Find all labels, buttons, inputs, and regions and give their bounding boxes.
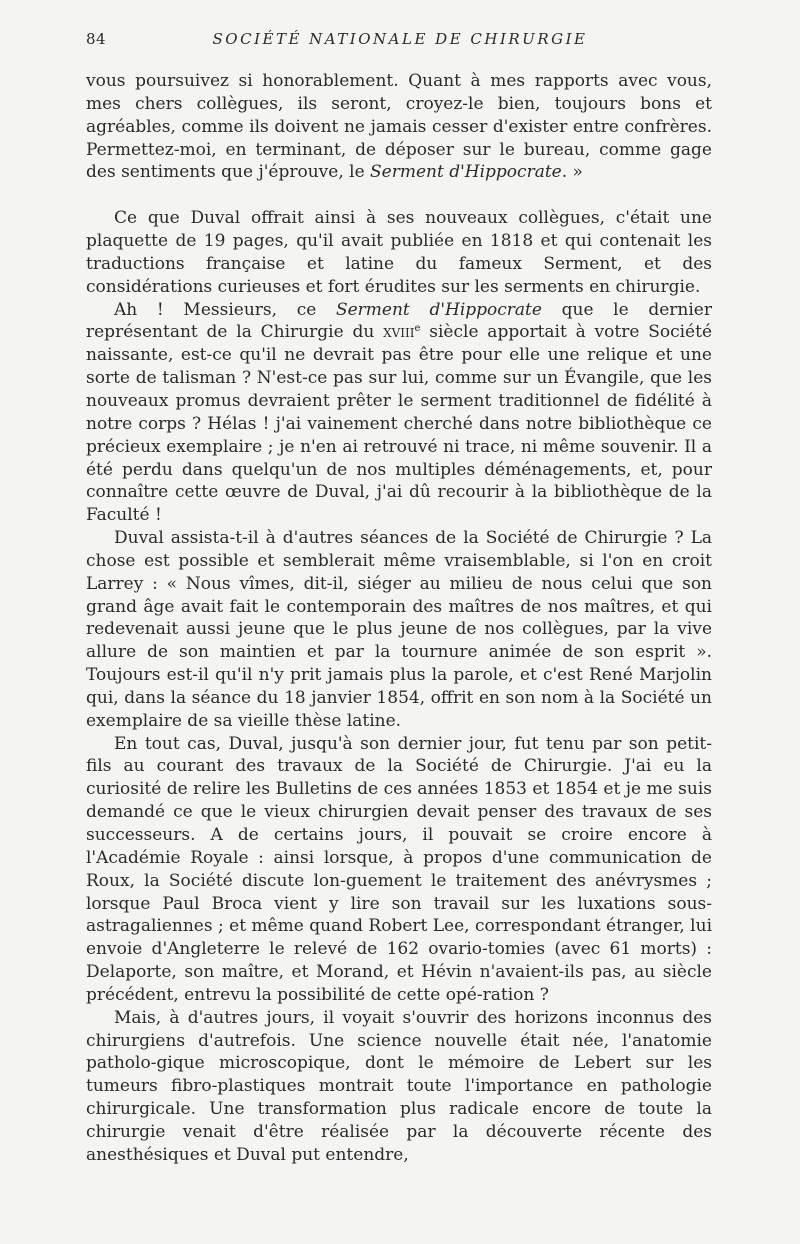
text-run: que le dernier représentant de la Chirurgie du [86, 299, 712, 343]
paragraph [86, 70, 712, 184]
body-text [86, 70, 712, 1167]
text-run: En tout cas, Duval, jusqu'à son dernier jour, fut tenu par son petit-fils au courant des travaux de la Société de Chirurgie. J'ai eu la curiosité de relire les Bulletins de ces années 1853 et 1854 et je me suis demandé ce que le vieux chirurgien devait penser des travaux de ses successeurs. A de certains jours, il pouvait se croire encore à l'Académie Royale : ainsi lorsque, à propos d'une communication de Roux, la Société discute lon-guement le traitement des anévrysmes ; lorsque Paul Broca vient y lire son travail sur les luxations sous-astragaliennes ; et même quand Robert Lee, correspondant étranger, lui envoie d'Angleterre le relevé de 162 ovario-tomies (avec 61 morts) : Delaporte, son maître, et Morand, et Hévin n'avaient-ils pas, au siècle précédent, entrevu la possibilité de cette opé-ration ? [86, 733, 712, 1005]
italic-title: Serment d'Hippocrate [370, 162, 562, 183]
century-numeral: xviii [383, 322, 415, 343]
italic-title: Serment d'Hippocrate [335, 299, 542, 320]
text-run: . » [561, 162, 583, 183]
paragraph [86, 1007, 712, 1167]
text-run: Ce que Duval offrait ainsi à ses nouveaux collègues, c'était une plaquette de 19 pages, qu'il avait publiée en 1818 et qui contenait les traductions française et latine du fameux Serment, et des considérations curieuses et fort érudites sur les serments en chirurgie. [86, 208, 712, 297]
page-number: 84 [86, 30, 107, 48]
running-title: SOCIÉTÉ NATIONALE DE CHIRURGIE [212, 30, 588, 48]
paragraph [86, 527, 712, 733]
text-run: Ah ! Messieurs, ce [114, 299, 336, 320]
text-run: siècle apportait à votre Société naissante, est-ce qu'il ne devrait pas être pour elle une relique et une sorte de talisman ? N'est-ce pas sur lui, comme sur un Évangile, que les nouveaux promus devraient prêter le serment traditionnel de fidélité à notre corps ? Hélas ! j'ai vainement cherché dans notre bibliothèque ce précieux exemplaire ; je n'en ai retrouvé ni trace, ni même souvenir. Il a été perdu dans quelqu'un de nos multiples déménagements, et, pour connaître cette œuvre de Duval, j'ai dû recourir à la bibliothèque de la Faculté ! [86, 322, 713, 526]
paragraph [86, 299, 712, 527]
running-header [86, 30, 714, 52]
paragraph [86, 733, 712, 1007]
superscript: e [414, 323, 421, 335]
text-run: Duval assista-t-il à d'autres séances de la Société de Chirurgie ? La chose est possible et semblerait même vraisemblable, si l'on en croit Larrey : « Nous vîmes, dit-il, siéger au milieu de nous celui que son grand âge avait fait le contemporain des maîtres de nos maîtres, et qui redevenait aussi jeune que le plus jeune de nos collègues, par la vive allure de son maintien et par la tournure animée de son esprit ». Toujours est-il qu'il n'y prit jamais plus la parole, et c'est René Marjolin qui, dans la séance du 18 janvier 1854, offrit en son nom à la Société un exemplaire de sa vieille thèse latine. [86, 528, 712, 731]
text-run: vous poursuivez si honorablement. Quant à mes rapports avec vous, mes chers collègues, ils seront, croyez-le bien, toujours bons et agréables, comme ils doivent ne jamais cesser d'exister entre confrères. Permettez-moi, en terminant, de déposer sur le bureau, comme gage des sentiments que j'éprouve, le [86, 71, 712, 183]
paragraph [86, 207, 712, 298]
text-run: Mais, à d'autres jours, il voyait s'ouvrir des horizons inconnus des chirurgiens d'autrefois. Une science nouvelle était née, l'anatomie patholo-gique microscopique, dont le mémoire de Lebert sur les tumeurs fibro-plastiques montrait toute l'importance en pathologie chirurgicale. Une transformation plus radicale encore de toute la chirurgie venait d'être réalisée par la découverte récente des anesthésiques et Duval put entendre, [86, 1007, 712, 1165]
